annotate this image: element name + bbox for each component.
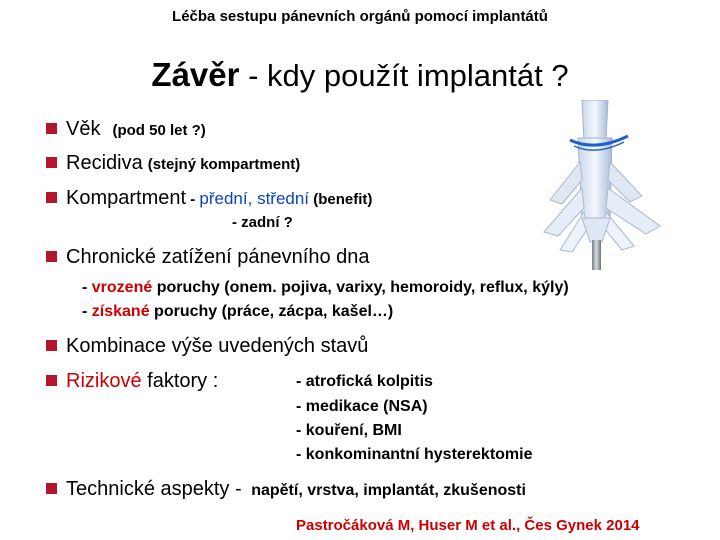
technical-detail: napětí, vrstva, implantát, zkušenosti [251,482,526,499]
bullet-marker [46,251,57,262]
kompartment-dash: - [186,191,200,208]
technical-label: Technické aspekty [66,478,230,500]
risk-rest: faktory : [141,370,219,392]
bullet-age [46,118,206,141]
bullet-marker [46,192,57,203]
chronic-line-2 [82,303,393,321]
title-rest: - kdy použít implantát ? [239,58,569,93]
bullet-risk [46,370,218,393]
recidiva-label: Recidiva [66,152,143,174]
recidiva-note: (stejný kompartment) [147,156,301,173]
bullet-chronic [46,246,370,269]
kompartment-front: přední [199,189,248,208]
bullet-marker [46,157,57,168]
risk-item-3: - konkominantní hysterektomie [296,446,533,463]
chronic-label: Chronické zatížení pánevního dna [66,246,370,268]
chronic-line2-rest: poruchy (práce, zácpa, kašel…) [149,303,394,320]
chronic-line1-prefix: - [82,279,92,296]
implant-illustration [510,100,710,270]
chronic-line1-rest: poruchy (onem. pojiva, varixy, hemoroidy, reflux, kýly) [152,279,569,296]
risk-colored: Rizikové [66,370,142,392]
bullet-combination [46,335,368,358]
technical-dash: - [229,478,248,500]
bullet-marker [46,375,57,386]
bullet-kompartment [46,187,372,210]
slide-title [0,56,720,94]
risk-item-1: - medikace (NSA) [296,398,428,415]
bullet-marker [46,123,57,134]
risk-item-0: - atrofická kolpitis [296,373,433,390]
bullet-technical [46,478,526,501]
citation: Pastročáková M, Huser M et al., Čes Gynek 2014 [296,517,640,534]
bullet-marker [46,340,57,351]
kompartment-comma: , [247,189,258,208]
risk-item-2: - kouření, BMI [296,422,402,439]
kompartment-benefit: (benefit) [309,191,373,208]
chronic-line2-prefix: - [82,303,92,320]
combination-label: Kombinace výše uvedených stavů [66,335,369,357]
chronic-line2-colored: získané [91,303,150,320]
title-main: Závěr [151,56,240,93]
kompartment-label: Kompartment [66,187,187,209]
chronic-line1-colored: vrozené [91,279,153,296]
age-note: (pod 50 let ?) [112,122,206,139]
implant-image [510,100,710,270]
header-title: Léčba sestupu pánevních orgánů pomocí implantátů [172,8,548,25]
kompartment-back: - zadní ? [232,214,293,231]
kompartment-middle: střední [257,189,310,208]
age-label: Věk [66,118,101,140]
chronic-line-1 [82,279,569,297]
bullet-marker [46,483,57,494]
bullet-recidiva [46,152,300,175]
